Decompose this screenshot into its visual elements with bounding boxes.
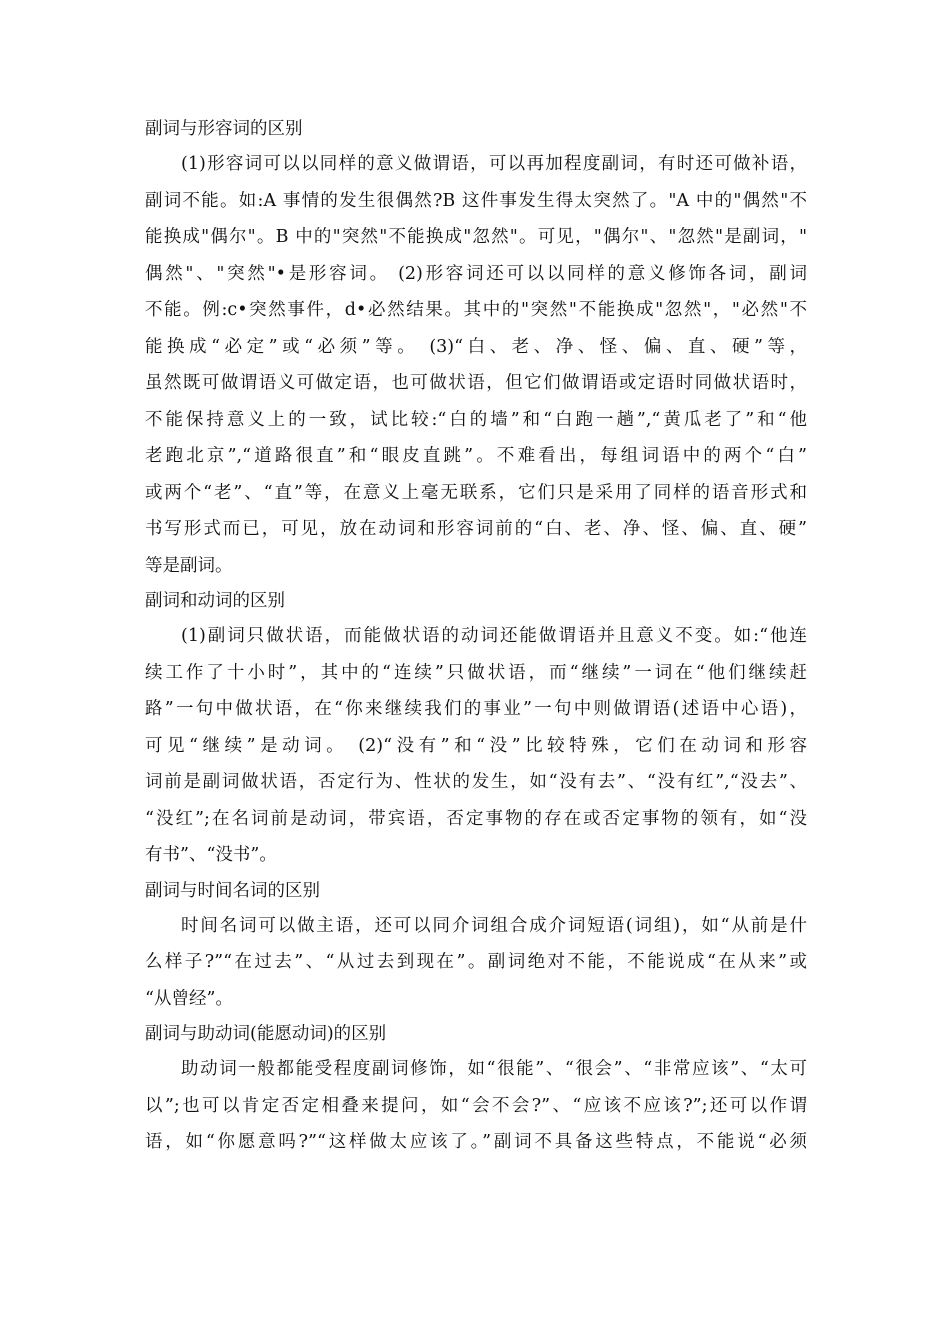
text-line: 语，如“你愿意吗?”“这样做太应该了。”副词不具备这些特点，不能说“必须 bbox=[145, 1132, 807, 1152]
text-line: 助动词一般都能受程度副词修饰，如“很能”、“很会”、“非常应该”、“太可 bbox=[181, 1059, 807, 1079]
text-line: (1)形容词可以以同样的意义做谓语，可以再加程度副词，有时还可做补语， bbox=[181, 154, 807, 174]
text-line: “没红”;在名词前是动词，带宾语，否定事物的存在或否定事物的领有，如“没 bbox=[145, 808, 807, 829]
paragraph bbox=[145, 908, 807, 1018]
text-line: 路”一句中做状语，在“你来继续我们的事业”一句中则做谓语(述语中心语)， bbox=[145, 699, 807, 719]
text-line: (1)副词只做状语，而能做状语的动词还能做谓语并且意义不变。如:“他连 bbox=[181, 626, 807, 646]
text-line: 偶然"、"突然"•是形容词。 (2)形容词还可以以同样的意义修饰各词，副词 bbox=[145, 263, 807, 284]
text-line: 不能保持意义上的一致，试比较:“白的墙”和“白跑一趟”,“黄瓜老了”和“他 bbox=[145, 409, 807, 430]
text-line: 或两个“老”、“直”等，在意义上毫无联系，它们只是采用了同样的语音形式和 bbox=[145, 482, 807, 503]
text-line: 能换成"偶尔"。B 中的"突然"不能换成"忽然"。可见，"偶尔"、"忽然"是副词，" bbox=[145, 227, 807, 247]
document-page bbox=[145, 112, 807, 1161]
text-line: 续工作了十小时”，其中的“连续”只做状语，而“继续”一词在“他们继续赶 bbox=[145, 662, 807, 683]
text-line: 以”;也可以肯定否定相叠来提问，如“会不会?”、“应该不应该?”;还可以作谓 bbox=[145, 1095, 807, 1116]
section-heading: 副词与助动词(能愿动词)的区别 bbox=[145, 1024, 387, 1044]
text-line: 能换成“必定”或“必须”等。 (3)“白、老、净、怪、偏、直、硬”等， bbox=[145, 336, 807, 357]
text-line: 词前是副词做状语，否定行为、性状的发生，如“没有去”、“没有红”,“没去”、 bbox=[145, 772, 807, 792]
text-line: 书写形式而已，可见，放在动词和形容词前的“白、老、净、怪、偏、直、硬” bbox=[145, 519, 807, 539]
text-line: 虽然既可做谓语义可做定语，也可做状语，但它们做谓语或定语时同做状语时， bbox=[145, 373, 807, 393]
section-heading: 副词和动词的区别 bbox=[145, 591, 285, 611]
text-line: 等是副词。 bbox=[145, 555, 233, 576]
text-line: 时间名词可以做主语，还可以同介词组合成介词短语(词组)，如“从前是什 bbox=[181, 915, 807, 936]
paragraph bbox=[145, 1051, 807, 1161]
text-line: 老跑北京”,“道路很直”和“眼皮直跳”。不难看出，每组词语中的两个“白” bbox=[145, 446, 807, 466]
paragraph bbox=[145, 146, 807, 584]
paragraph bbox=[145, 618, 807, 874]
text-line: 副词不能。如:A 事情的发生很偶然?B 这件事发生得太突然了。"A 中的"偶然"不 bbox=[145, 190, 807, 211]
text-line: 可见“继续”是动词。 (2)“没有”和“没”比较特殊，它们在动词和形容 bbox=[145, 735, 807, 756]
text-line: 有书”、“没书”。 bbox=[145, 845, 277, 865]
section-heading: 副词与形容词的区别 bbox=[145, 119, 303, 139]
text-line: 不能。例:c•突然事件，d•必然结果。其中的"突然"不能换成"忽然"，"必然"不 bbox=[145, 300, 807, 320]
text-line: 么样子?”“在过去”、“从过去到现在”。副词绝对不能，不能说成“在从来”或 bbox=[145, 952, 807, 972]
text-line: “从曾经”。 bbox=[145, 988, 233, 1009]
section-heading: 副词与时间名词的区别 bbox=[145, 880, 320, 901]
